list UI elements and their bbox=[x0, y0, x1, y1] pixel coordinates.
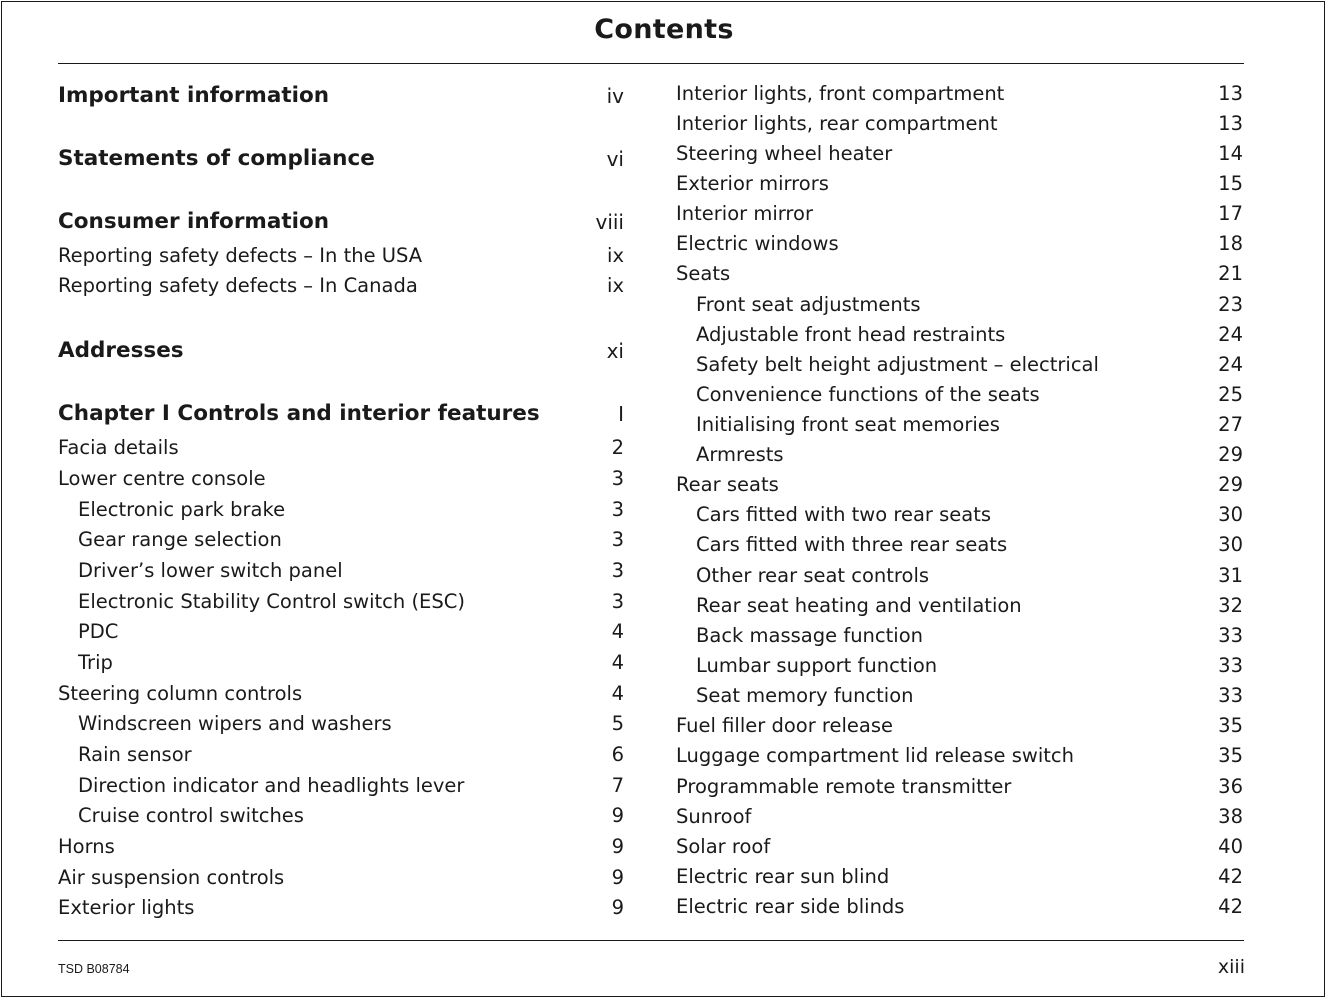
toc-entry[interactable] bbox=[676, 320, 1243, 350]
toc-entry[interactable] bbox=[676, 500, 1243, 530]
toc-entry-page-number: 6 bbox=[611, 743, 624, 766]
toc-entry-title: Trip bbox=[78, 651, 113, 674]
toc-entry-title: Steering wheel heater bbox=[676, 142, 893, 165]
toc-entry-title: Armrests bbox=[696, 443, 784, 466]
toc-entry-page-number: 30 bbox=[1218, 533, 1243, 556]
toc-entry-page-number: 38 bbox=[1218, 805, 1243, 828]
toc-entry[interactable] bbox=[676, 380, 1243, 410]
toc-entry-page-number: 4 bbox=[611, 651, 624, 674]
toc-entry[interactable] bbox=[676, 591, 1243, 621]
toc-entry-page-number: 9 bbox=[611, 835, 624, 858]
toc-entry-title: PDC bbox=[78, 620, 119, 643]
toc-entry-page-number: 7 bbox=[611, 774, 624, 797]
toc-entry-page-number: 30 bbox=[1218, 503, 1243, 526]
toc-entry-title: Interior lights, rear compartment bbox=[676, 112, 998, 135]
toc-entry-title: Front seat adjustments bbox=[696, 293, 921, 316]
toc-entry-title: Solar roof bbox=[676, 835, 771, 858]
toc-entry-title: Statements of compliance bbox=[58, 146, 375, 171]
toc-entry-title: Fuel filler door release bbox=[676, 714, 894, 737]
toc-entry-title: Convenience functions of the seats bbox=[696, 383, 1040, 406]
toc-entry-title: Air suspension controls bbox=[58, 866, 285, 889]
toc-entry-page-number: 3 bbox=[611, 467, 624, 490]
toc-entry-page-number: 29 bbox=[1218, 473, 1243, 496]
toc-entry[interactable] bbox=[676, 440, 1243, 470]
page-title: Contents bbox=[594, 14, 734, 45]
toc-entry-page-number: 36 bbox=[1218, 775, 1243, 798]
toc-entry[interactable] bbox=[676, 711, 1243, 741]
toc-entry-page-number: 35 bbox=[1218, 744, 1243, 767]
toc-entry[interactable] bbox=[676, 832, 1243, 862]
toc-entry-page-number: 3 bbox=[611, 528, 624, 551]
toc-entry-title: Safety belt height adjustment – electrical bbox=[696, 353, 1099, 376]
toc-entry-title: Gear range selection bbox=[78, 528, 282, 551]
toc-entry-page-number: 21 bbox=[1218, 262, 1243, 285]
toc-entry[interactable] bbox=[676, 139, 1243, 169]
toc-entry-page-number: 33 bbox=[1218, 684, 1243, 707]
toc-entry-page-number: 33 bbox=[1218, 654, 1243, 677]
toc-entry-title: Consumer information bbox=[58, 209, 330, 234]
toc-entry[interactable] bbox=[676, 892, 1243, 922]
toc-entry-title: Electric windows bbox=[676, 232, 839, 255]
toc-entry[interactable] bbox=[676, 772, 1243, 802]
toc-entry-page-number: xi bbox=[606, 339, 624, 363]
toc-entry-page-number: 27 bbox=[1218, 413, 1243, 436]
toc-entry[interactable] bbox=[676, 621, 1243, 651]
toc-entry-page-number: 9 bbox=[611, 896, 624, 919]
toc-entry-title: Windscreen wipers and washers bbox=[78, 712, 392, 735]
toc-entry-page-number: ix bbox=[607, 274, 624, 297]
toc-entry-title: Electric rear side blinds bbox=[676, 895, 905, 918]
toc-entry-page-number: 4 bbox=[611, 620, 624, 643]
toc-entry-title: Other rear seat controls bbox=[696, 564, 930, 587]
toc-entry-page-number: 29 bbox=[1218, 443, 1243, 466]
toc-entry-title: Interior lights, front compartment bbox=[676, 82, 1005, 105]
toc-entry-title: Programmable remote transmitter bbox=[676, 775, 1012, 798]
toc-entry-page-number: 13 bbox=[1218, 82, 1243, 105]
toc-entry-page-number: 2 bbox=[611, 436, 624, 459]
toc-entry-title: Horns bbox=[58, 835, 115, 858]
toc-entry-page-number: 23 bbox=[1218, 293, 1243, 316]
toc-entry-title: Lower centre console bbox=[58, 467, 266, 490]
toc-entry-title: Initialising front seat memories bbox=[696, 413, 1000, 436]
toc-entry-page-number: 40 bbox=[1218, 835, 1243, 858]
toc-entry-page-number: 15 bbox=[1218, 172, 1243, 195]
toc-entry-page-number: 5 bbox=[611, 712, 624, 735]
toc-entry[interactable] bbox=[676, 79, 1243, 109]
toc-entry-page-number: 42 bbox=[1218, 895, 1243, 918]
toc-entry-page-number: 24 bbox=[1218, 323, 1243, 346]
footer-page-number: xiii bbox=[1217, 956, 1245, 978]
toc-entry-page-number: 31 bbox=[1218, 564, 1243, 587]
toc-entry-title: Rear seat heating and ventilation bbox=[696, 594, 1022, 617]
toc-entry-title: Lumbar support function bbox=[696, 654, 938, 677]
toc-entry-title: Electric rear sun blind bbox=[676, 865, 890, 888]
toc-entry[interactable] bbox=[676, 169, 1243, 199]
toc-entry[interactable] bbox=[676, 290, 1243, 320]
toc-entry-page-number: 14 bbox=[1218, 142, 1243, 165]
toc-entry-title: Reporting safety defects – In the USA bbox=[58, 244, 423, 267]
toc-entry-title: Exterior mirrors bbox=[676, 172, 829, 195]
toc-entry-title: Exterior lights bbox=[58, 896, 195, 919]
toc-entry-page-number: 32 bbox=[1218, 594, 1243, 617]
toc-entry[interactable] bbox=[676, 530, 1243, 560]
toc-entry-title: Important information bbox=[58, 83, 330, 108]
toc-entry-title: Rain sensor bbox=[78, 743, 192, 766]
toc-entry-page-number: 3 bbox=[611, 559, 624, 582]
toc-entry[interactable] bbox=[676, 681, 1243, 711]
toc-entry-page-number: vi bbox=[606, 147, 624, 171]
toc-entry[interactable] bbox=[676, 229, 1243, 259]
toc-entry-title: Addresses bbox=[58, 338, 184, 363]
toc-entry-page-number: iv bbox=[606, 84, 624, 108]
toc-entry-page-number: viii bbox=[595, 210, 624, 234]
toc-entry-title: Reporting safety defects – In Canada bbox=[58, 274, 418, 297]
toc-entry-page-number: 42 bbox=[1218, 865, 1243, 888]
toc-entry-title: Cars fitted with three rear seats bbox=[696, 533, 1008, 556]
toc-entry-title: Facia details bbox=[58, 436, 179, 459]
toc-entry-title: Back massage function bbox=[696, 624, 923, 647]
toc-entry[interactable] bbox=[676, 109, 1243, 139]
toc-entry-page-number: 33 bbox=[1218, 624, 1243, 647]
toc-entry-title: Seats bbox=[676, 262, 731, 285]
toc-entry-page-number: 4 bbox=[611, 682, 624, 705]
toc-entry-page-number: 24 bbox=[1218, 353, 1243, 376]
toc-entry-title: Electronic park brake bbox=[78, 498, 286, 521]
toc-entry[interactable] bbox=[676, 350, 1243, 380]
toc-entry[interactable] bbox=[676, 561, 1243, 591]
toc-entry[interactable] bbox=[676, 199, 1243, 229]
toc-entry-title: Direction indicator and headlights lever bbox=[78, 774, 465, 797]
toc-entry-page-number: 17 bbox=[1218, 202, 1243, 225]
toc-entry-title: Seat memory function bbox=[696, 684, 914, 707]
toc-entry-page-number: 9 bbox=[611, 866, 624, 889]
toc-entry-title: Cruise control switches bbox=[78, 804, 304, 827]
bottom-divider bbox=[58, 940, 1244, 941]
toc-entry-title: Cars fitted with two rear seats bbox=[696, 503, 992, 526]
toc-entry-page-number: I bbox=[618, 402, 624, 426]
toc-entry[interactable] bbox=[676, 410, 1243, 440]
toc-entry-page-number: 9 bbox=[611, 804, 624, 827]
toc-entry[interactable] bbox=[676, 802, 1243, 832]
toc-entry[interactable] bbox=[676, 470, 1243, 500]
toc-entry-title: Steering column controls bbox=[58, 682, 303, 705]
toc-entry[interactable] bbox=[676, 259, 1243, 289]
toc-entry-page-number: 18 bbox=[1218, 232, 1243, 255]
toc-entry-title: Driver’s lower switch panel bbox=[78, 559, 343, 582]
toc-entry-page-number: 3 bbox=[611, 498, 624, 521]
toc-entry-title: Sunroof bbox=[676, 805, 752, 828]
toc-entry-title: Interior mirror bbox=[676, 202, 813, 225]
toc-entry-page-number: 25 bbox=[1218, 383, 1243, 406]
toc-entry-title: Adjustable front head restraints bbox=[696, 323, 1006, 346]
toc-entry-page-number: 3 bbox=[611, 590, 624, 613]
toc-entry[interactable] bbox=[676, 741, 1243, 771]
toc-entry[interactable] bbox=[676, 862, 1243, 892]
toc-entry[interactable] bbox=[676, 651, 1243, 681]
toc-entry-page-number: ix bbox=[607, 244, 624, 267]
toc-entry-page-number: 35 bbox=[1218, 714, 1243, 737]
footer-reference: TSD B08784 bbox=[58, 962, 130, 976]
toc-entry-title: Electronic Stability Control switch (ESC) bbox=[78, 590, 465, 613]
toc-entry-title: Rear seats bbox=[676, 473, 779, 496]
toc-entry-title: Chapter I Controls and interior features bbox=[58, 401, 540, 426]
toc-entry-title: Luggage compartment lid release switch bbox=[676, 744, 1074, 767]
toc-entry-page-number: 13 bbox=[1218, 112, 1243, 135]
